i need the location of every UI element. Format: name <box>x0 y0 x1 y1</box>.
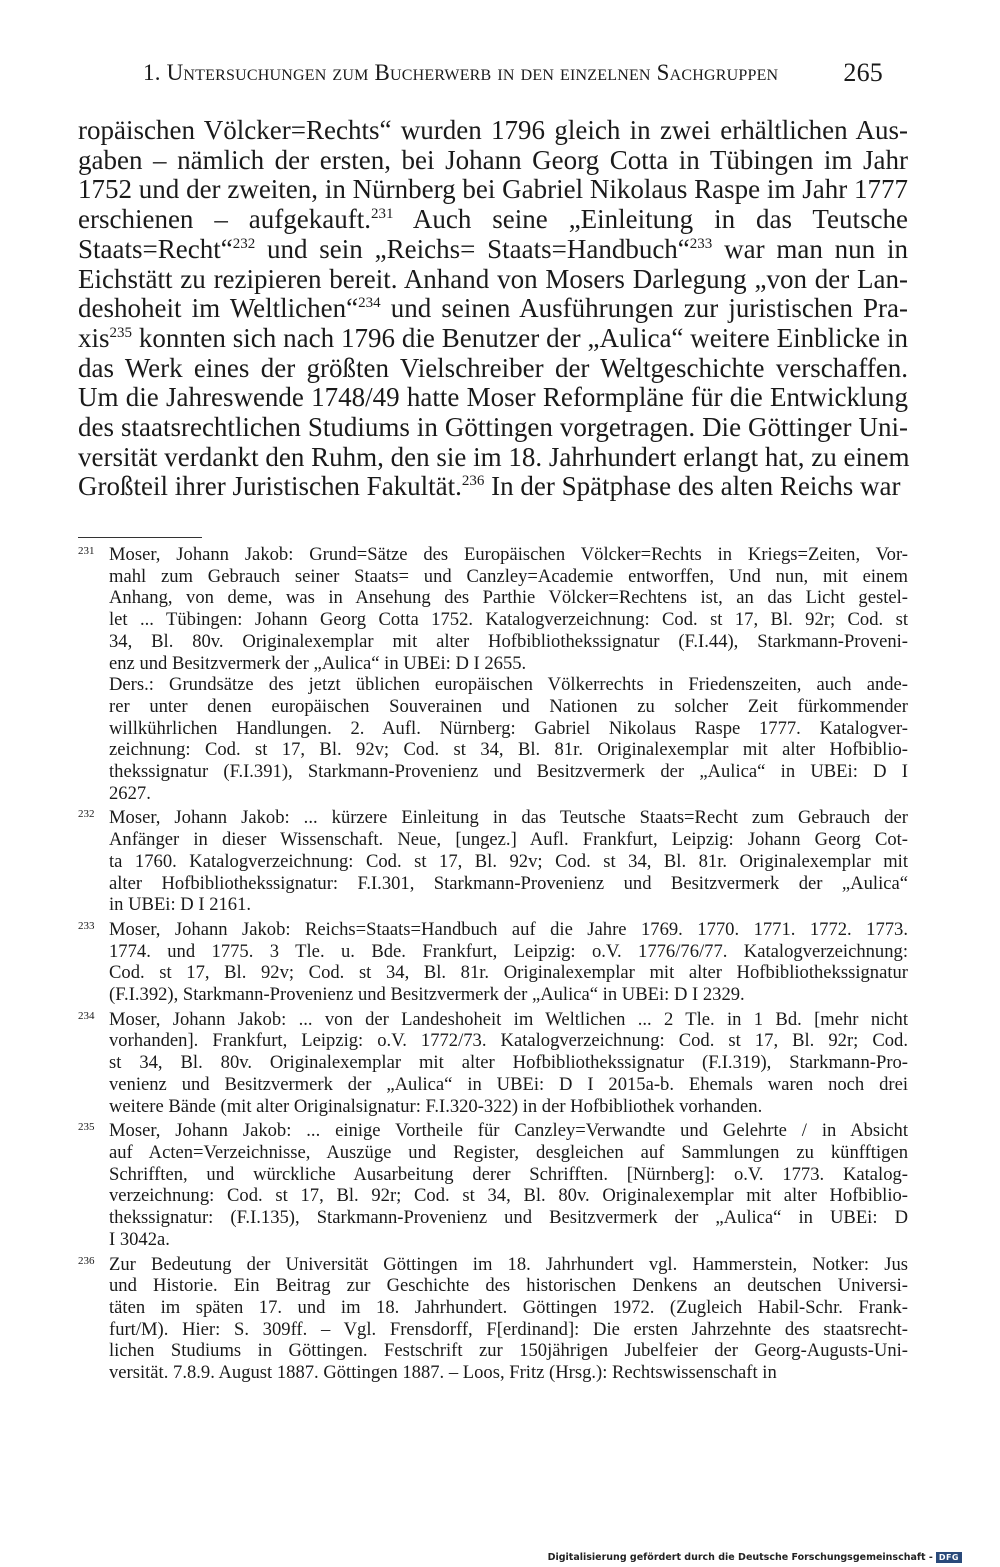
body-text-run: des staatsrechtlichen Studiums in Göttingen vorgetragen. Die Göttinger Uni- <box>78 412 908 443</box>
footnote-separator <box>78 537 202 538</box>
footnote-line: Anfänger in dieser Wissenschaft. Neue, [ungez.] Aufl. Frankfurt, Leipzig: Johann Georg Cot- <box>109 829 908 851</box>
footnote-number: 234 <box>78 1009 95 1022</box>
footnote <box>78 544 908 804</box>
footnote-number: 233 <box>78 919 95 932</box>
footnote-line: lichen Studiums in Göttingen. Festschrift zur 150jährigen Jubelfeier der Georg-Augusts-Uni- <box>109 1340 908 1362</box>
footnote-line: versität. 7.8.9. August 1887. Göttingen 1887. – Loos, Fritz (Hrsg.): Rechtswissenschaft in <box>109 1362 777 1384</box>
body-line <box>78 294 908 324</box>
footnote-line: verzeichnung: Cod. st 17, Bl. 92r; Cod. st 34, Bl. 80v. Originalexemplar mit alter Hofbiblio- <box>109 1185 908 1207</box>
footnote-line: thekssignatur (F.I.391), Starkmann-Provenienz und Besitzvermerk der „Aulica“ in UBEi: D I <box>109 761 908 783</box>
body-text-run: Auch seine „Einleitung in das Teutsche <box>393 204 908 235</box>
footnote-number: 236 <box>78 1254 95 1267</box>
body-text-run: In der Spätphase des alten Reichs war <box>484 471 901 502</box>
footnote-line: 34, Bl. 80v. Originalexemplar mit alter Hofbibliothekssignatur (F.I.44), Starkmann-Proveni- <box>109 630 908 652</box>
footnote-line: 1774. und 1775. 3 Tle. u. Bde. Frankfurt, Leipzig: o.V. 1776/76/77. Katalogverzeichnung: <box>109 940 908 962</box>
footnote-line: Moser, Johann Jakob: Grund=Sätze des Europäischen Völcker=Rechts in Kriegs=Zeiten, Vor- <box>109 544 908 565</box>
footnote-line: let ... Tübingen: Johann Georg Cotta 1752. Katalogverzeichnung: Cod. st 17, Bl. 92r; Cod. st <box>109 609 908 631</box>
footnote-line: Moser, Johann Jakob: ... einige Vortheile für Canzley=Verwandte und Gelehrte / in Absicht <box>109 1120 908 1142</box>
footnote <box>78 919 908 1006</box>
footnote-number: 235 <box>78 1121 95 1134</box>
footnote-line: enz und Besitzvermerk der „Aulica“ in UBEi: D I 2655. <box>109 652 527 674</box>
footnote-line: zeichnung: Cod. st 17, Bl. 92v; Cod. st 34, Bl. 81r. Originalexemplar mit alter Hofbiblio- <box>109 739 908 761</box>
footnote-line: alter Hofbibliothekssignatur: F.I.301, Starkmann-Provenienz und Besitzvermerk der „Aulica“ <box>109 872 908 894</box>
body-text-run: Um die Jahreswende 1748/49 hatte Moser Reformpläne für die Entwicklung <box>78 382 908 413</box>
footnote-reference: 234 <box>358 295 381 312</box>
footnote-reference: 232 <box>232 235 256 252</box>
body-text-run: und sein „Reichs= Staats=Handbuch“ <box>255 233 690 264</box>
footnote <box>78 1120 908 1250</box>
credit-text: Digitalisierung gefördert durch die Deutsche Forschungsgemeinschaft - <box>547 1552 933 1563</box>
footnote-line: thekssignatur: (F.I.135), Starkmann-Provenienz und Besitzvermerk der „Aulica“ in UBEi: D <box>109 1207 908 1229</box>
body-text-run: Großteil ihrer Juristischen Fakultät. <box>78 471 462 502</box>
body-line <box>78 146 908 176</box>
footnote-line: furt/M). Hier: S. 309ff. – Vgl. Frensdorff, F[erdinand]: Die ersten Jahrzehnte des staatsrecht- <box>109 1318 908 1340</box>
body-text-run: versität verdankt den Ruhm, den sie im 18. Jahrhundert erlangt hat, zu einem <box>78 441 910 472</box>
body-text-run: 1752 und der zweiten, in Nürnberg bei Gabriel Nikolaus Raspe im Jahr 1777 <box>78 174 908 205</box>
chapter-title: 1. Untersuchungen zum Bucherwerb in den einzelnen Sachgruppen <box>143 60 779 85</box>
body-line <box>78 205 908 235</box>
running-head <box>143 60 883 86</box>
footnote <box>78 1009 908 1118</box>
footnote-line: rer unter denen europäischen Souverainen und Nationen zu solcher Zeit fürkommender <box>109 695 908 717</box>
footnote-line: Anhang, von deme, was in Ansehung des Parthie Völcker=Rechtens ist, an das Licht gestel- <box>109 587 908 609</box>
body-text-run: deshoheit im Weltlichen“ <box>78 293 359 324</box>
footnotes <box>78 544 908 1387</box>
body-line <box>78 265 908 295</box>
body-line <box>78 324 908 354</box>
body-line <box>78 354 908 384</box>
footnote-line: ta 1760. Katalogverzeichnung: Cod. st 17, Bl. 92v; Cod. st 34, Bl. 81r. Originalexemplar mit <box>109 850 908 872</box>
footnote-line: auf Acten=Verzeichnisse, Auszüge und Register, desgleichen auf Sammlungen zu künfftigen <box>109 1141 908 1163</box>
body-text-run: ropäischen Völcker=Rechts“ wurden 1796 gleich in zwei erhältlichen Aus- <box>78 115 908 145</box>
footnote-reference: 236 <box>461 473 485 490</box>
body-text <box>78 116 908 502</box>
footnote-line: willkührlichen Handlungen. 2. Aufl. Nürnberg: Gabriel Nikolaus Raspe 1777. Katalogver- <box>109 717 908 739</box>
footnote-line: täten im späten 17. und im 18. Jahrhundert. Göttingen 1972. (Zugleich Habil-Schr. Frank- <box>109 1296 908 1318</box>
body-text-run: erschienen – aufgekauft. <box>78 204 371 235</box>
footnote-line: Schrifften, und würckliche Ausarbeitung derer Schrifften. [Nürnberg]: o.V. 1773. Katalog- <box>109 1163 908 1185</box>
footnote <box>78 1254 908 1384</box>
footnote <box>78 807 908 916</box>
footnote-line: st 34, Bl. 80v. Originalexemplar mit alter Hofbibliothekssignatur (F.I.319), Starkmann-Pro- <box>109 1052 908 1074</box>
body-line <box>78 413 908 443</box>
body-line <box>78 235 908 265</box>
footnote-line: mahl zum Gebrauch seiner Staats= und Canzley=Academie entworffen, Und nun, mit einem <box>109 565 908 587</box>
footnote-line: vorhanden]. Frankfurt, Leipzig: o.V. 1772/73. Katalogverzeichnung: Cod. st 17, Bl. 92r; Cod. <box>109 1030 908 1052</box>
footnote-line: (F.I.392), Starkmann-Provenienz und Besitzvermerk der „Aulica“ in UBEi: D I 2329. <box>109 984 745 1006</box>
dfg-logo: DFG <box>936 1552 962 1563</box>
footnote-reference: 231 <box>370 206 394 223</box>
page-number: 265 <box>843 58 883 87</box>
body-text-run: Staats=Recht“ <box>78 233 233 264</box>
body-text-run: Eichstätt zu rezipieren bereit. Anhand von Mosers Darlegung „von der Lan- <box>78 263 908 294</box>
footnote-number: 231 <box>78 545 95 557</box>
footnote-line: I 3042a. <box>109 1228 170 1250</box>
body-text-run: das Werk eines der größten Vielschreiber der Weltgeschichte verschaffen. <box>78 352 908 383</box>
footnote-line: Moser, Johann Jakob: Reichs=Staats=Handbuch auf die Jahre 1769. 1770. 1771. 1772. 1773. <box>109 918 908 940</box>
footnote-line: weitere Bände (mit alter Originalsignatur: F.I.320-322) in der Hofbibliothek vorhanden. <box>109 1095 763 1117</box>
body-text-run: war man nun in <box>712 233 908 264</box>
body-text-run: gaben – nämlich der ersten, bei Johann Georg Cotta in Tübingen im Jahr <box>78 144 908 175</box>
footnote-line: Moser, Johann Jakob: ... kürzere Einleitung in das Teutsche Staats=Recht zum Gebrauch der <box>109 807 908 829</box>
body-line <box>78 175 908 205</box>
footnote-line: Ders.: Grundsätze des jetzt üblichen europäischen Völkerrechts in Friedenszeiten, auch ande- <box>109 674 908 696</box>
footnote-line: in UBEi: D I 2161. <box>109 894 252 916</box>
body-text-run: konnten sich nach 1796 die Benutzer der „Aulica“ weitere Einblicke in <box>132 322 908 353</box>
footnote-number: 232 <box>78 808 95 821</box>
digitization-credit <box>548 1552 962 1563</box>
footnote-reference: 235 <box>109 324 133 341</box>
body-text-run: und seinen Ausführungen zur juristischen Pra- <box>380 293 908 324</box>
footnote-line: Zur Bedeutung der Universität Göttingen im 18. Jahrhundert vgl. Hammerstein, Notker: Jus <box>109 1253 908 1275</box>
body-line <box>78 116 908 146</box>
body-line <box>78 472 908 502</box>
body-line <box>78 383 908 413</box>
footnote-reference: 233 <box>689 235 713 252</box>
body-line <box>78 443 908 473</box>
footnote-line: venienz und Besitzvermerk der „Aulica“ in UBEi: D I 2015a-b. Ehemals waren noch drei <box>109 1073 908 1095</box>
footnote-line: 2627. <box>109 782 151 804</box>
footnote-line: Cod. st 17, Bl. 92v; Cod. st 34, Bl. 81r. Originalexemplar mit alter Hofbibliothekssignatur <box>109 962 908 984</box>
footnote-line: und Historie. Ein Beitrag zur Geschichte des historischen Denkens an deutschen Universi- <box>109 1275 908 1297</box>
footnote-line: Moser, Johann Jakob: ... von der Landeshoheit im Weltlichen ... 2 Tle. in 1 Bd. [mehr nicht <box>109 1008 908 1030</box>
body-text-run: xis <box>78 322 110 353</box>
